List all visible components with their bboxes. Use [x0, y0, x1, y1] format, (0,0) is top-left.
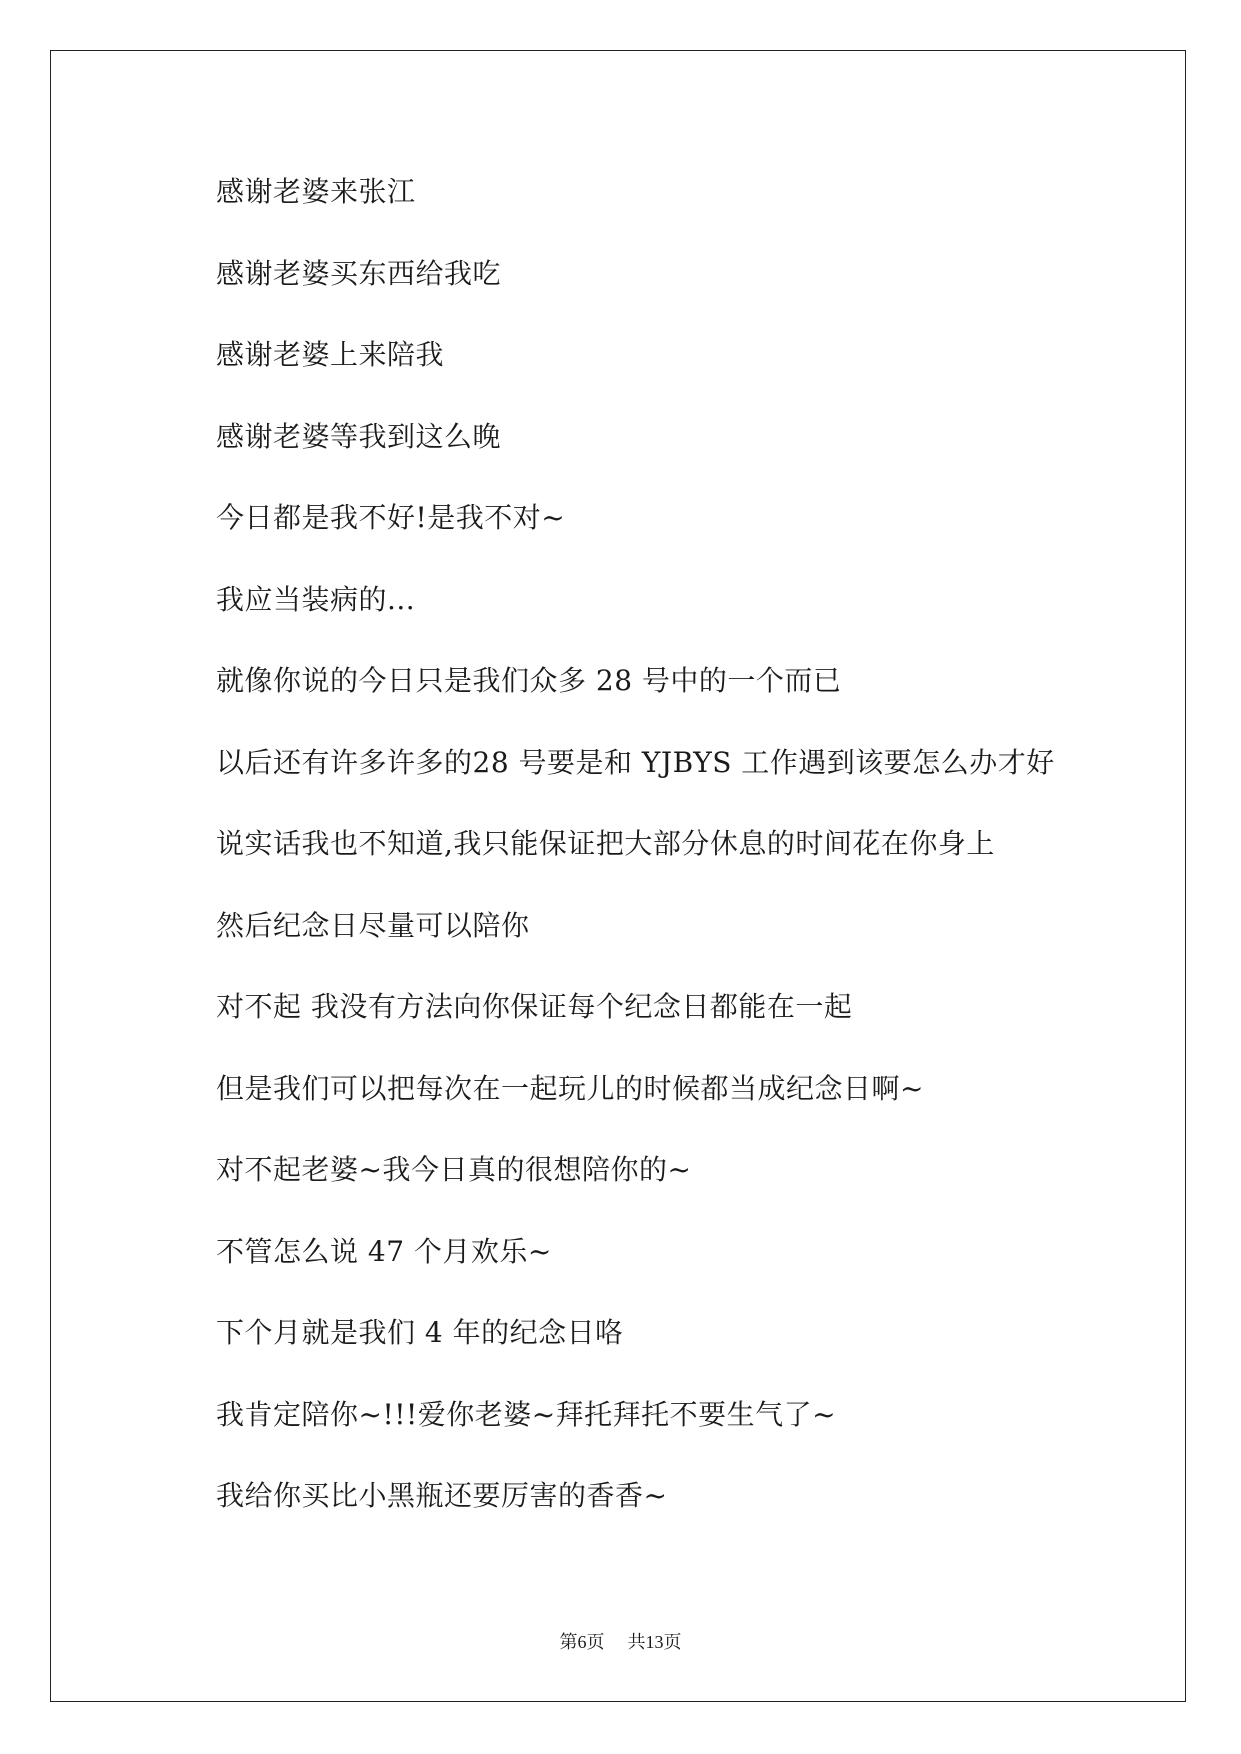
text-line: 就像你说的今日只是我们众多 28 号中的一个而已	[216, 664, 842, 697]
footer-page-word: 页	[586, 1632, 605, 1653]
footer-prefix: 第	[559, 1632, 578, 1653]
document-body	[216, 168, 1136, 1554]
footer-total-suffix: 页	[663, 1632, 682, 1653]
text-line: 但是我们可以把每次在一起玩儿的时候都当成纪念日啊~	[216, 1071, 924, 1105]
text-line: 感谢老婆来张江	[216, 175, 416, 208]
page-footer	[0, 1630, 1241, 1655]
total-pages-number: 13	[645, 1632, 664, 1652]
text-line: 感谢老婆上来陪我	[216, 338, 445, 371]
footer-separator	[605, 1632, 628, 1653]
text-line: 不管怎么说 47 个月欢乐~	[216, 1234, 552, 1268]
current-page-number: 6	[577, 1632, 587, 1652]
text-line: 下个月就是我们 4 年的纪念日咯	[216, 1316, 624, 1349]
text-line: 感谢老婆买东西给我吃	[216, 256, 502, 290]
text-line: 我肯定陪你~!!!爱你老婆~拜托拜托不要生气了~	[216, 1397, 837, 1431]
text-line: 说实话我也不知道,我只能保证把大部分休息的时间花在你身上	[216, 827, 995, 860]
text-line: 今日都是我不好!是我不对~	[216, 501, 566, 534]
text-line: 对不起老婆~我今日真的很想陪你的~	[216, 1153, 692, 1186]
text-line: 以后还有许多许多的28 号要是和 YJBYS 工作遇到该要怎么办才好	[216, 745, 1055, 779]
text-line: 我给你买比小黑瓶还要厉害的香香~	[216, 1479, 668, 1512]
text-line: 感谢老婆等我到这么晚	[216, 419, 502, 453]
text-line: 我应当装病的...	[216, 582, 416, 616]
text-line: 对不起 我没有方法向你保证每个纪念日都能在一起	[216, 990, 853, 1023]
text-line: 然后纪念日尽量可以陪你	[216, 908, 530, 942]
footer-total-prefix: 共	[627, 1632, 646, 1653]
